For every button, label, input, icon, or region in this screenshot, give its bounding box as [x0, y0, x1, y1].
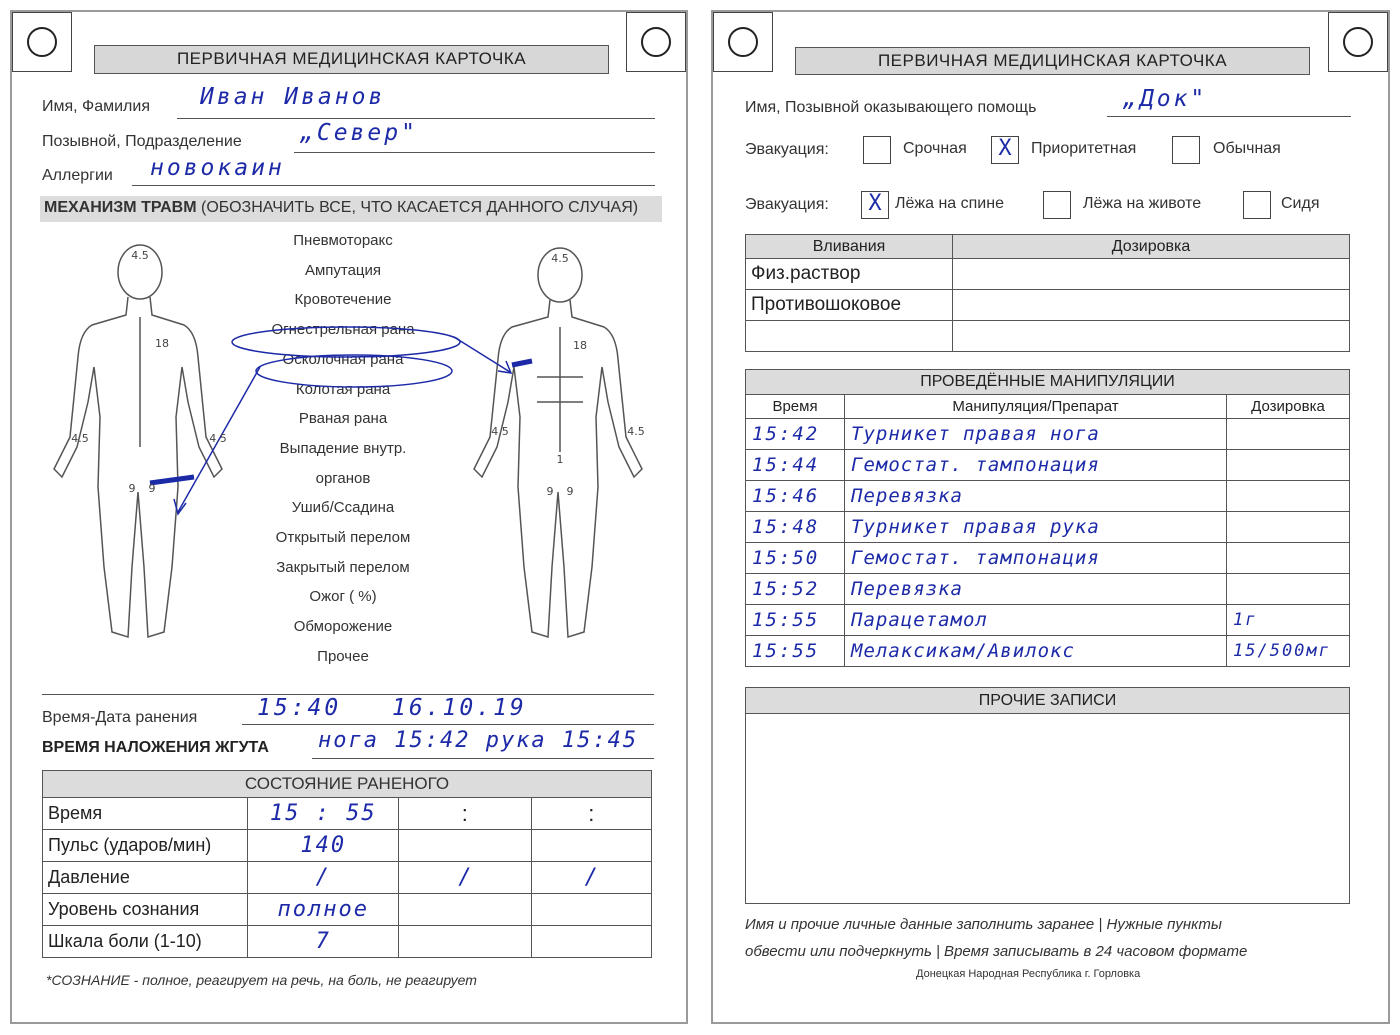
manipulation-drug[interactable]: Турникет правая нога [845, 419, 1227, 450]
divider-line [42, 694, 654, 695]
other-notes-title: ПРОЧИЕ ЗАПИСИ [746, 688, 1350, 714]
punch-hole-box [713, 12, 773, 72]
region-text: Донецкая Народная Республика г. Горловка [916, 968, 1141, 980]
manipulation-dose[interactable] [1227, 574, 1350, 605]
helper-underline [1107, 116, 1351, 117]
infusion-table [745, 234, 1350, 352]
punch-hole-icon [27, 27, 57, 57]
manipulation-row [746, 481, 1350, 512]
infusion-name[interactable] [746, 321, 953, 352]
condition-row [43, 862, 652, 894]
infusion-name[interactable]: Противошоковое [746, 290, 953, 321]
evac-option-label: Сидя [1281, 195, 1320, 212]
evac-option-label: Лёжа на животе [1083, 195, 1202, 212]
condition-value[interactable]: : [531, 798, 651, 830]
allergy-label: Аллергии [42, 167, 113, 184]
mechanism-item[interactable]: Выпадение внутр. [279, 439, 407, 457]
manipulation-time[interactable]: 15:55 [746, 636, 845, 667]
injury-underline [242, 724, 654, 725]
manipulation-dose[interactable] [1227, 512, 1350, 543]
body-area-percent: 4.5 [131, 249, 149, 262]
punch-hole-box [626, 12, 686, 72]
body-area-percent: 4.5 [627, 425, 645, 438]
manipulation-time[interactable]: 15:42 [746, 419, 845, 450]
punch-hole-box [1328, 12, 1388, 72]
manipulation-drug[interactable]: Перевязка [845, 574, 1227, 605]
condition-title: СОСТОЯНИЕ РАНЕНОГО [43, 771, 652, 798]
condition-value[interactable]: 7 [248, 926, 399, 958]
manipulation-row [746, 543, 1350, 574]
medical-card-front [10, 10, 688, 1024]
body-area-percent: 4.5 [491, 425, 509, 438]
condition-value[interactable]: / [531, 862, 651, 894]
tourniquet-label: ВРЕМЯ НАЛОЖЕНИЯ ЖГУТА [42, 739, 269, 756]
evac-option-label: Обычная [1213, 140, 1281, 157]
condition-value[interactable]: / [399, 862, 531, 894]
condition-value[interactable] [399, 926, 531, 958]
manipulations-title: ПРОВЕДЁННЫЕ МАНИПУЛЯЦИИ [746, 370, 1350, 395]
card-title: ПЕРВИЧНАЯ МЕДИЦИНСКАЯ КАРТОЧКА [94, 45, 609, 74]
infusion-row [746, 259, 1350, 290]
punch-hole-box [12, 12, 72, 72]
mechanism-item[interactable]: органов [315, 469, 371, 487]
condition-value[interactable] [531, 926, 651, 958]
mechanism-header-bold: МЕХАНИЗМ ТРАВМ [44, 199, 197, 216]
col-time: Время [746, 395, 845, 419]
footnote: *СОЗНАНИЕ - полное, реагирует на речь, на боль, не реагирует [46, 972, 477, 988]
helper-label: Имя, Позывной оказывающего помощь [745, 99, 1037, 116]
callsign-value[interactable]: „Север" [300, 120, 418, 146]
infusion-dosage[interactable] [953, 259, 1350, 290]
body-area-percent: 1 [556, 453, 564, 466]
infusion-row [746, 321, 1350, 352]
evac-checkbox[interactable]: X [861, 191, 889, 219]
injury-date-value[interactable]: 16.10.19 [392, 695, 527, 721]
evac-option-label: Срочная [903, 140, 967, 157]
mechanism-item[interactable]: Колотая рана [295, 380, 391, 398]
condition-label: Давление [43, 862, 248, 894]
manipulation-time[interactable]: 15:48 [746, 512, 845, 543]
manipulation-drug[interactable]: Перевязка [845, 481, 1227, 512]
manipulation-drug[interactable]: Мелаксикам/Авилокс [845, 636, 1227, 667]
manipulation-drug[interactable]: Гемостат. тампонация [845, 450, 1227, 481]
manipulation-dose[interactable] [1227, 481, 1350, 512]
punch-hole-icon [1343, 27, 1373, 57]
mechanism-item[interactable]: Ампутация [304, 261, 382, 279]
body-area-percent: 18 [573, 339, 587, 352]
mechanism-item[interactable]: Кровотечение [294, 291, 392, 309]
instructions-line-1: Имя и прочие личные данные заполнить заранее | Нужные пункты [745, 916, 1222, 933]
name-underline [177, 118, 655, 119]
mechanism-item[interactable]: Закрытый перелом [276, 558, 410, 576]
injury-time-value[interactable]: 15:40 [257, 695, 342, 721]
circle-shrapnel [256, 355, 452, 387]
condition-value[interactable]: / [248, 862, 399, 894]
circle-gunshot [232, 327, 460, 357]
condition-table [42, 770, 652, 958]
condition-value[interactable]: 15 : 55 [248, 798, 399, 830]
tourniquet-arm-mark [512, 361, 532, 365]
condition-value[interactable] [399, 830, 531, 862]
evac-checkbox[interactable] [1043, 191, 1071, 219]
evac-option-label: Приоритетная [1031, 140, 1137, 157]
callsign-label: Позывной, Подразделение [42, 133, 242, 150]
mechanism-item[interactable]: Обморожение [293, 618, 393, 636]
col-dose: Дозировка [1227, 395, 1350, 419]
name-value[interactable]: Иван Иванов [200, 84, 386, 110]
punch-hole-icon [641, 27, 671, 57]
mechanism-item[interactable]: Пневмоторакс [293, 232, 393, 249]
manipulation-row [746, 605, 1350, 636]
evac-checkbox[interactable]: X [991, 136, 1019, 164]
manipulation-time[interactable]: 15:46 [746, 481, 845, 512]
punch-hole-icon [728, 27, 758, 57]
body-area-percent: 4.5 [71, 432, 89, 445]
body-area-percent: 9 [148, 482, 156, 495]
col-drug: Манипуляция/Препарат [845, 395, 1227, 419]
body-area-percent: 4.5 [551, 252, 569, 265]
card-title: ПЕРВИЧНАЯ МЕДИЦИНСКАЯ КАРТОЧКА [795, 47, 1310, 75]
manipulation-drug[interactable]: Парацетамол [845, 605, 1227, 636]
body-area-percent: 9 [546, 485, 554, 498]
manipulation-dose[interactable] [1227, 419, 1350, 450]
medical-card-back [711, 10, 1390, 1024]
condition-row [43, 894, 652, 926]
dosage-header: Дозировка [953, 235, 1350, 259]
mechanism-header [40, 196, 662, 222]
evac1-label: Эвакуация: [745, 141, 829, 158]
condition-value[interactable] [531, 830, 651, 862]
allergy-underline [132, 185, 655, 186]
mechanism-item[interactable]: Открытый перелом [275, 529, 411, 546]
manipulation-drug[interactable]: Турникет правая рука [845, 512, 1227, 543]
body-front-outline [474, 248, 642, 637]
manipulation-time[interactable]: 15:52 [746, 574, 845, 605]
condition-row [43, 798, 652, 830]
mechanism-item[interactable]: Огнестрельная рана [271, 321, 415, 339]
manipulation-row [746, 419, 1350, 450]
condition-value[interactable]: 140 [248, 830, 399, 862]
mechanism-item[interactable]: Осколочная рана [282, 350, 404, 368]
tourniquet-underline [312, 758, 654, 759]
body-area-percent: 4.5 [209, 432, 227, 445]
manipulations-table [745, 369, 1350, 667]
mechanism-item[interactable]: Ушиб/Ссадина [291, 499, 395, 517]
mechanism-item[interactable]: Рваная рана [298, 410, 388, 428]
evac-checkbox[interactable] [1172, 136, 1200, 164]
condition-value[interactable] [399, 894, 531, 926]
condition-value[interactable] [531, 894, 651, 926]
manipulation-row [746, 574, 1350, 605]
helper-value[interactable]: „Док" [1123, 86, 1208, 112]
manipulation-row [746, 512, 1350, 543]
evac-checkbox[interactable] [1243, 191, 1271, 219]
body-area-percent: 9 [566, 485, 574, 498]
manipulation-row [746, 636, 1350, 667]
name-label: Имя, Фамилия [42, 98, 150, 115]
manipulation-row [746, 450, 1350, 481]
infusion-row [746, 290, 1350, 321]
other-notes-area[interactable] [746, 714, 1350, 904]
instructions-line-2: обвести или подчеркнуть | Время записывать в 24 часовом формате [745, 943, 1248, 960]
manipulation-time[interactable]: 15:44 [746, 450, 845, 481]
mechanism-item[interactable]: Прочее [317, 647, 369, 665]
body-area-percent: 9 [128, 482, 136, 495]
tourniquet-leg-mark [150, 477, 194, 483]
manipulation-drug[interactable]: Гемостат. тампонация [845, 543, 1227, 574]
condition-row [43, 830, 652, 862]
body-diagrams [32, 237, 672, 657]
allergy-value[interactable]: новокаин [150, 155, 285, 181]
callsign-underline [294, 152, 655, 153]
condition-label: Время [43, 798, 248, 830]
infusion-dosage[interactable] [953, 321, 1350, 352]
tourniquet-value[interactable]: нога 15:42 рука 15:45 [318, 728, 639, 753]
condition-row [43, 926, 652, 958]
manipulation-time[interactable]: 15:50 [746, 543, 845, 574]
infusion-header: Вливания [746, 235, 953, 259]
condition-label: Пульс (ударов/мин) [43, 830, 248, 862]
injury-time-label: Время-Дата ранения [42, 709, 198, 726]
body-area-percent: 18 [155, 337, 169, 350]
manipulation-time[interactable]: 15:55 [746, 605, 845, 636]
condition-label: Уровень сознания [43, 894, 248, 926]
mechanism-header-rest: (ОБОЗНАЧИТЬ ВСЕ, ЧТО КАСАЕТСЯ ДАННОГО СЛУЧАЯ) [196, 199, 639, 216]
infusion-name[interactable]: Физ.раствор [746, 259, 953, 290]
other-notes-table [745, 687, 1350, 904]
manipulation-dose[interactable] [1227, 543, 1350, 574]
manipulation-dose[interactable]: 1г [1227, 605, 1350, 636]
evac-option-label: Лёжа на спине [895, 195, 1004, 212]
condition-value[interactable]: : [399, 798, 531, 830]
infusion-dosage[interactable] [953, 290, 1350, 321]
evac2-label: Эвакуация: [745, 196, 829, 213]
evac-checkbox[interactable] [863, 136, 891, 164]
condition-value[interactable]: полное [248, 894, 399, 926]
mechanism-item[interactable]: Ожог ( %) [309, 588, 377, 606]
manipulation-dose[interactable]: 15/500мг [1227, 636, 1350, 667]
manipulation-dose[interactable] [1227, 450, 1350, 481]
condition-label: Шкала боли (1-10) [43, 926, 248, 958]
